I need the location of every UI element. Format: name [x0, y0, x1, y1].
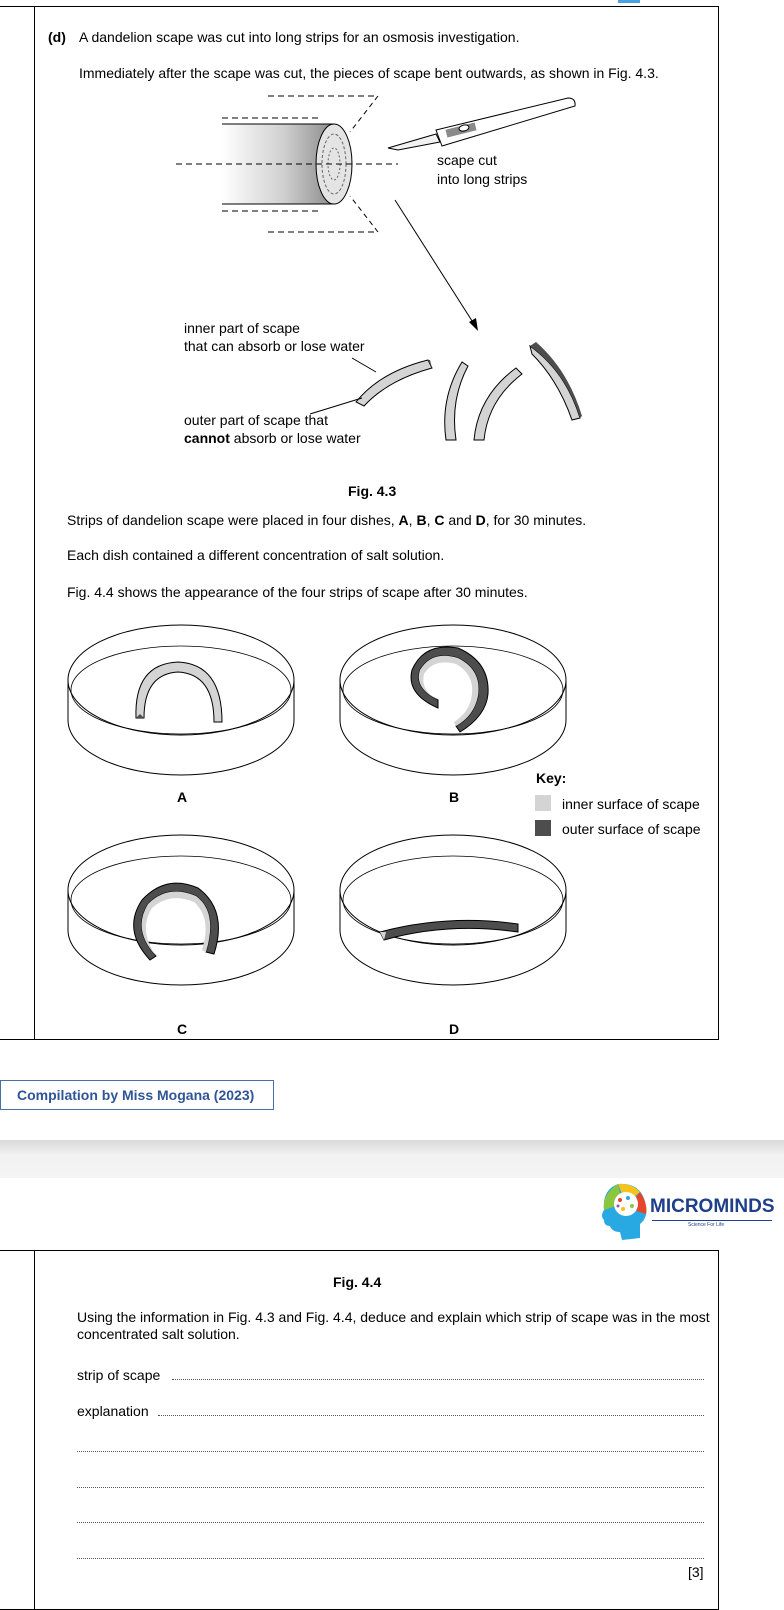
explanation-answer-line-5[interactable] [77, 1558, 704, 1559]
dish-label-a: A [177, 789, 188, 805]
explanation-answer-line-2[interactable] [77, 1451, 704, 1452]
strips-paragraph-1 [67, 512, 586, 529]
p1-dish-c: C [434, 512, 445, 528]
fig-4-4-caption: Fig. 4.4 [333, 1274, 382, 1290]
strip-answer-line[interactable] [172, 1379, 704, 1380]
explanation-answer-line-1[interactable] [158, 1415, 704, 1416]
logo-wordmark: MICROMINDS [650, 1196, 775, 1217]
dish-label-d: D [449, 1021, 460, 1037]
cut-label-2: into long strips [437, 171, 528, 187]
p1-dish-a: A [398, 512, 409, 528]
scape-stem-illustration [176, 96, 398, 232]
logo-underline [652, 1220, 772, 1221]
corner-accent [618, 0, 640, 3]
dish-label-c: C [177, 1021, 188, 1037]
dish-label-b: B [449, 789, 460, 805]
cut-label-1: scape cut [437, 152, 497, 168]
inner-label-1: inner part of scape [184, 320, 300, 336]
p1-dish-d: D [475, 512, 486, 528]
key-outer-swatch [535, 820, 551, 836]
compilation-footer: Compilation by Miss Mogana (2023) [0, 1080, 274, 1110]
fig-4-4-dishes [60, 612, 580, 1012]
scalpel-icon [388, 98, 575, 150]
bent-strips-illustration [356, 342, 582, 440]
explanation-answer-line-4[interactable] [77, 1522, 704, 1523]
key-title: Key: [536, 770, 567, 786]
outer-label-2 [184, 430, 361, 447]
dish-d [340, 835, 566, 985]
dish-c [68, 835, 294, 985]
margin-line-top [34, 6, 35, 1040]
key-outer-label: outer surface of scape [562, 821, 701, 837]
margin-line-bottom [34, 1250, 35, 1610]
key-inner-label: inner surface of scape [562, 796, 700, 812]
p1-text-end: , for 30 minutes. [485, 512, 587, 528]
strips-paragraph-2: Each dish contained a different concentration of salt solution. [67, 547, 445, 563]
arrow-icon [395, 200, 478, 331]
outer-label-bold: cannot [184, 430, 230, 446]
question-intro: A dandelion scape was cut into long strips for an osmosis investigation. [79, 29, 520, 45]
strip-of-scape-label: strip of scape [77, 1367, 161, 1383]
inner-label-2: that can absorb or lose water [184, 338, 365, 354]
page-divider [0, 1140, 784, 1178]
microminds-logo [596, 1180, 784, 1248]
marks-label: [3] [688, 1564, 704, 1580]
dish-a [68, 625, 294, 775]
strips-paragraph-3: Fig. 4.4 shows the appearance of the four strips of scape after 30 minutes. [67, 584, 528, 600]
logo-tagline: Science For Life [688, 1222, 725, 1228]
outer-label-1: outer part of scape that [184, 412, 328, 428]
p1-text-a: Strips of dandelion scape were placed in four dishes, [67, 512, 399, 528]
fig-4-3-diagram [160, 88, 600, 458]
deduce-prompt: Using the information in Fig. 4.3 and Fig. 4.4, deduce and explain which strip of scape was in the most concentrated salt solution. [77, 1309, 710, 1342]
fig-4-3-caption: Fig. 4.3 [348, 483, 397, 499]
head-logo-icon [596, 1180, 652, 1244]
outer-label-rest: absorb or lose water [229, 430, 361, 446]
explanation-label: explanation [77, 1403, 149, 1419]
question-label: (d) [48, 29, 66, 45]
p1-and: and [444, 512, 476, 528]
question-frame-bottom [0, 1250, 719, 1610]
question-line2: Immediately after the scape was cut, the pieces of scape bent outwards, as shown in Fig. 4.3. [79, 65, 659, 81]
p1-sep-2: , [426, 512, 435, 528]
explanation-answer-line-3[interactable] [77, 1487, 704, 1488]
key-inner-swatch [535, 795, 551, 811]
p1-sep-1: , [408, 512, 417, 528]
p1-dish-b: B [416, 512, 427, 528]
